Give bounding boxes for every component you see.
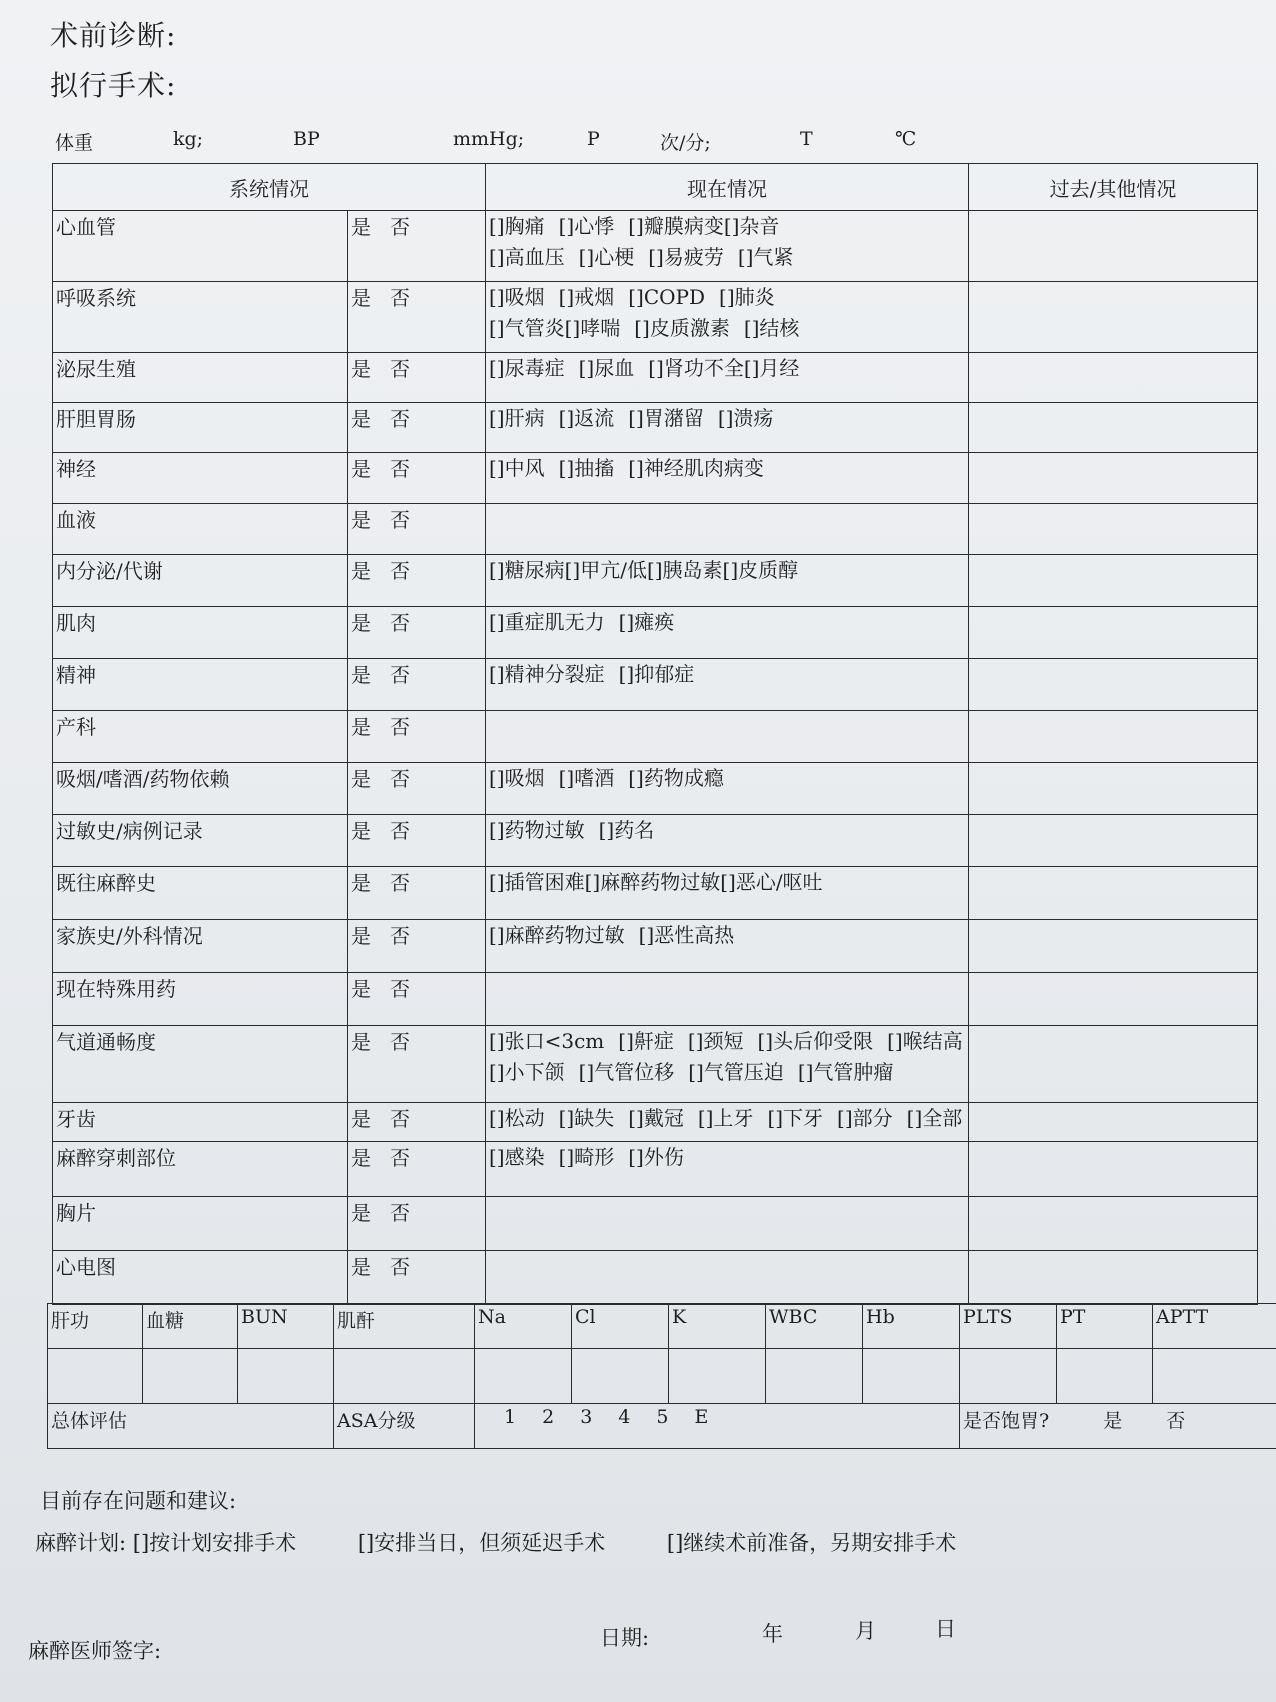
current-condition-cell [486, 867, 969, 920]
system-name: 心血管 [53, 211, 348, 282]
lab-value-cell[interactable] [1057, 1349, 1153, 1404]
lab-header: 血糖 [143, 1304, 238, 1349]
condition-checkbox-item[interactable]: []外伤 [628, 1145, 684, 1169]
condition-checkbox-item[interactable]: []心悸 [558, 214, 615, 238]
past-condition-cell[interactable] [969, 973, 1258, 1026]
yes-option[interactable]: 是 [351, 215, 372, 239]
condition-line [489, 282, 965, 313]
current-condition-cell [486, 659, 969, 711]
condition-checkbox-item[interactable]: []插管困难[]麻醉药物过敏[]恶心/呕吐 [489, 870, 823, 894]
condition-checkbox-item[interactable]: []重症肌无力 [489, 610, 605, 634]
condition-checkbox-item[interactable]: []药名 [598, 818, 655, 842]
asa-label: ASA分级 [334, 1404, 475, 1449]
lab-value-cell[interactable] [766, 1349, 863, 1404]
condition-checkbox-item[interactable]: []胃潴留 [628, 406, 704, 430]
past-condition-cell[interactable] [969, 763, 1258, 815]
past-condition-cell[interactable] [969, 1142, 1258, 1197]
condition-checkbox-item[interactable]: []部分 [837, 1106, 893, 1130]
system-name: 肌肉 [53, 607, 348, 659]
current-condition-cell [486, 1142, 969, 1197]
yes-option[interactable]: 是 [351, 819, 372, 843]
system-name: 内分泌/代谢 [53, 555, 348, 607]
condition-checkbox-item[interactable]: []结核 [743, 316, 800, 340]
header-current: 现在情况 [486, 164, 969, 211]
past-condition-cell[interactable] [969, 353, 1258, 403]
no-option[interactable]: 否 [390, 457, 411, 481]
condition-checkbox-item[interactable]: []抽搐 [558, 456, 615, 480]
vitals-line [55, 128, 1235, 158]
past-condition-cell[interactable] [969, 1026, 1258, 1103]
table-row [53, 403, 1258, 453]
current-condition-cell [486, 1251, 969, 1305]
yes-option[interactable]: 是 [351, 1030, 372, 1054]
yes-no-cell [348, 504, 486, 555]
condition-line [489, 920, 965, 951]
system-name: 过敏史/病例记录 [53, 815, 348, 867]
asa-option[interactable]: 5 [656, 1406, 669, 1428]
condition-checkbox-item[interactable]: []高血压 [489, 245, 565, 269]
yes-option[interactable]: 是 [351, 1146, 372, 1170]
asa-option[interactable]: E [694, 1406, 709, 1428]
per-min-unit: 次/分; [660, 132, 711, 154]
system-name: 产科 [53, 711, 348, 763]
table-row [53, 1251, 1258, 1305]
condition-checkbox-item[interactable]: []肺炎 [719, 285, 775, 309]
condition-checkbox-item[interactable]: []戴冠 [628, 1106, 684, 1130]
current-condition-cell [486, 815, 969, 867]
current-condition-cell [486, 607, 969, 659]
current-condition-cell [486, 711, 969, 763]
condition-line [489, 763, 965, 794]
yes-no-cell [348, 763, 486, 815]
yes-no-cell [348, 453, 486, 504]
yes-no-cell [348, 659, 486, 711]
condition-checkbox-item[interactable]: []全部 [906, 1106, 963, 1130]
lab-value-cell[interactable] [572, 1349, 669, 1404]
past-condition-cell[interactable] [969, 403, 1258, 453]
system-name: 呼吸系统 [53, 282, 348, 353]
condition-checkbox-item[interactable]: []中风 [489, 456, 545, 480]
table-row [53, 504, 1258, 555]
no-option[interactable]: 否 [390, 1107, 411, 1131]
current-condition-cell [486, 353, 969, 403]
condition-checkbox-item[interactable]: []气管位移 [578, 1060, 675, 1084]
yes-no-cell [348, 973, 486, 1026]
current-condition-cell [486, 403, 969, 453]
no-option[interactable]: 否 [390, 1201, 411, 1225]
yes-option[interactable]: 是 [351, 1107, 372, 1131]
condition-line [489, 1103, 965, 1134]
no-option[interactable]: 否 [390, 924, 411, 948]
no-option[interactable]: 否 [390, 977, 411, 1001]
table-row [53, 555, 1258, 607]
condition-line [489, 1057, 965, 1088]
lab-header: Na [475, 1304, 572, 1349]
condition-checkbox-item[interactable]: []药物过敏 [489, 818, 585, 842]
table-row [53, 607, 1258, 659]
past-condition-cell[interactable] [969, 282, 1258, 353]
no-option[interactable]: 否 [390, 407, 411, 431]
condition-checkbox-item[interactable]: []气紧 [737, 245, 794, 269]
current-condition-cell [486, 763, 969, 815]
condition-checkbox-item[interactable]: []麻醉药物过敏 [489, 923, 625, 947]
past-condition-cell[interactable] [969, 1197, 1258, 1251]
problems-label: 目前存在问题和建议: [40, 1489, 237, 1513]
table-row [53, 920, 1258, 973]
condition-checkbox-item[interactable]: []返流 [558, 406, 615, 430]
condition-checkbox-item[interactable]: []下牙 [767, 1106, 824, 1130]
condition-checkbox-item[interactable]: []药物成瘾 [628, 766, 724, 790]
table-row [53, 815, 1258, 867]
condition-checkbox-item[interactable]: []抑郁症 [618, 662, 695, 686]
full-stomach-yes[interactable]: 是 [1103, 1410, 1123, 1432]
system-name: 麻醉穿刺部位 [53, 1142, 348, 1197]
no-option[interactable]: 否 [390, 611, 411, 635]
past-condition-cell[interactable] [969, 920, 1258, 973]
condition-checkbox-item[interactable]: []瓣膜病变[]杂音 [628, 214, 780, 238]
condition-checkbox-item[interactable]: []上牙 [697, 1106, 754, 1130]
yes-option[interactable]: 是 [351, 767, 372, 791]
yes-no-cell [348, 1026, 486, 1103]
lab-table [47, 1303, 1276, 1449]
table-row [53, 1197, 1258, 1251]
current-condition-cell [486, 1103, 969, 1142]
lab-header: WBC [766, 1304, 863, 1349]
condition-checkbox-item[interactable]: []皮质激素 [634, 316, 730, 340]
condition-line [489, 403, 965, 434]
plan-option-reschedule[interactable]: []继续术前准备，另期安排手术 [666, 1531, 957, 1555]
no-option[interactable]: 否 [390, 871, 411, 895]
yes-option[interactable]: 是 [351, 663, 372, 687]
yes-no-cell [348, 1197, 486, 1251]
asa-option[interactable]: 1 [504, 1406, 517, 1428]
overall-eval-label: 总体评估 [48, 1404, 334, 1449]
condition-checkbox-item[interactable]: []肝病 [489, 406, 545, 430]
lab-value-cell[interactable] [48, 1349, 143, 1404]
condition-checkbox-item[interactable]: []张口<3cm [489, 1029, 605, 1053]
table-row [53, 1026, 1258, 1103]
lab-value-cell[interactable] [143, 1349, 238, 1404]
condition-checkbox-item[interactable]: []感染 [489, 1145, 545, 1169]
condition-checkbox-item[interactable]: []缺失 [558, 1106, 615, 1130]
yes-no-cell [348, 1251, 486, 1305]
condition-line [489, 555, 965, 586]
lab-value-cell[interactable] [334, 1349, 475, 1404]
month-label: 月 [855, 1619, 876, 1643]
condition-line [489, 353, 965, 384]
asa-option[interactable]: 4 [618, 1406, 631, 1428]
lab-value-cell[interactable] [863, 1349, 960, 1404]
yes-option[interactable]: 是 [351, 715, 372, 739]
yes-option[interactable]: 是 [351, 457, 372, 481]
no-option[interactable]: 否 [390, 1146, 411, 1170]
plan-option-as-scheduled[interactable]: []按计划安排手术 [132, 1531, 297, 1555]
condition-checkbox-item[interactable]: []尿血 [578, 356, 635, 380]
condition-checkbox-item[interactable]: []颈短 [687, 1029, 744, 1053]
condition-checkbox-item[interactable]: []瘫痪 [618, 610, 675, 634]
full-stomach-no[interactable]: 否 [1166, 1410, 1186, 1432]
diagnosis-label: 术前诊断: [50, 19, 177, 52]
table-row [53, 211, 1258, 282]
celsius-unit: ℃ [895, 128, 917, 150]
no-option[interactable]: 否 [390, 286, 411, 310]
current-condition-cell [486, 211, 969, 282]
yes-option[interactable]: 是 [351, 611, 372, 635]
condition-checkbox-item[interactable]: []尿毒症 [489, 356, 565, 380]
table-row [53, 659, 1258, 711]
lab-value-cell[interactable] [1153, 1349, 1276, 1404]
lab-value-cell[interactable] [669, 1349, 766, 1404]
temp-label: T [800, 128, 813, 150]
yes-option[interactable]: 是 [351, 559, 372, 583]
condition-checkbox-item[interactable]: []头后仰受限 [757, 1029, 874, 1053]
no-option[interactable]: 否 [390, 357, 411, 381]
system-table [52, 163, 1258, 1305]
past-condition-cell[interactable] [969, 815, 1258, 867]
yes-option[interactable]: 是 [351, 977, 372, 1001]
yes-option[interactable]: 是 [351, 407, 372, 431]
system-name: 心电图 [53, 1251, 348, 1305]
condition-line [489, 867, 965, 898]
lab-header: PT [1057, 1304, 1153, 1349]
condition-checkbox-item[interactable]: []心梗 [578, 245, 635, 269]
table-row [53, 1142, 1258, 1197]
condition-checkbox-item[interactable]: []气管肿瘤 [797, 1060, 894, 1084]
asa-option[interactable]: 3 [580, 1406, 593, 1428]
condition-line [489, 453, 965, 484]
lab-value-cell[interactable] [238, 1349, 334, 1404]
asa-options [475, 1404, 960, 1449]
condition-checkbox-item[interactable]: []畸形 [558, 1145, 615, 1169]
past-condition-cell[interactable] [969, 555, 1258, 607]
no-option[interactable]: 否 [390, 508, 411, 532]
kg-unit: kg; [173, 128, 204, 150]
bp-label: BP [293, 128, 320, 150]
lab-value-cell[interactable] [960, 1349, 1057, 1404]
system-name: 气道通畅度 [53, 1026, 348, 1103]
table-row [53, 1103, 1258, 1142]
condition-checkbox-item[interactable]: []戒烟 [558, 285, 615, 309]
header-system: 系统情况 [53, 164, 486, 211]
system-name: 胸片 [53, 1197, 348, 1251]
yes-option[interactable]: 是 [351, 508, 372, 532]
condition-line [489, 659, 965, 690]
no-option[interactable]: 否 [390, 1030, 411, 1054]
current-condition-cell [486, 1197, 969, 1251]
current-condition-cell [486, 1026, 969, 1103]
day-label: 日 [935, 1617, 956, 1641]
condition-checkbox-item[interactable]: []松动 [489, 1106, 545, 1130]
condition-checkbox-item[interactable]: []小下颌 [489, 1060, 565, 1084]
condition-checkbox-item[interactable]: []糖尿病[]甲亢/低[]胰岛素[]皮质醇 [489, 558, 799, 582]
condition-checkbox-item[interactable]: []COPD [628, 285, 706, 309]
surgery-label: 拟行手术: [50, 69, 177, 102]
full-stomach-cell [960, 1404, 1276, 1449]
lab-header: PLTS [960, 1304, 1057, 1349]
lab-header: Cl [572, 1304, 669, 1349]
yes-no-cell [348, 555, 486, 607]
date-label: 日期: [600, 1626, 650, 1650]
condition-checkbox-item[interactable]: []神经肌肉病变 [628, 456, 764, 480]
table-row [53, 867, 1258, 920]
signature-label: 麻醉医师签字: [28, 1639, 162, 1663]
yes-no-cell [348, 607, 486, 659]
past-condition-cell[interactable] [969, 1103, 1258, 1142]
year-label: 年 [762, 1622, 783, 1646]
yes-no-cell [348, 711, 486, 763]
lab-header: 肝功 [48, 1304, 143, 1349]
system-name: 血液 [53, 504, 348, 555]
condition-checkbox-item[interactable]: []溃疡 [717, 406, 774, 430]
system-name: 神经 [53, 453, 348, 504]
past-condition-cell[interactable] [969, 659, 1258, 711]
table-row [53, 711, 1258, 763]
system-name: 牙齿 [53, 1103, 348, 1142]
yes-option[interactable]: 是 [351, 1201, 372, 1225]
condition-checkbox-item[interactable]: []精神分裂症 [489, 662, 605, 686]
mmhg-unit: mmHg; [453, 128, 525, 150]
past-condition-cell[interactable] [969, 607, 1258, 659]
condition-checkbox-item[interactable]: []易疲劳 [648, 245, 724, 269]
table-row [53, 763, 1258, 815]
yes-no-cell [348, 1103, 486, 1142]
condition-line [489, 211, 965, 242]
current-condition-cell [486, 453, 969, 504]
system-name: 泌尿生殖 [53, 353, 348, 403]
yes-no-cell [348, 211, 486, 282]
condition-line [489, 313, 965, 344]
yes-no-cell [348, 353, 486, 403]
system-name: 吸烟/嗜酒/药物依赖 [53, 763, 348, 815]
past-condition-cell[interactable] [969, 1251, 1258, 1305]
system-name: 家族史/外科情况 [53, 920, 348, 973]
current-condition-cell [486, 920, 969, 973]
yes-no-cell [348, 867, 486, 920]
yes-no-cell [348, 1142, 486, 1197]
lab-header: 肌酐 [334, 1304, 475, 1349]
condition-checkbox-item[interactable]: []鼾症 [618, 1029, 674, 1053]
table-row [53, 282, 1258, 353]
condition-line [489, 607, 965, 638]
yes-option[interactable]: 是 [351, 286, 372, 310]
plan-label: 麻醉计划: [35, 1531, 127, 1555]
lab-header: APTT [1153, 1304, 1276, 1349]
past-condition-cell[interactable] [969, 453, 1258, 504]
no-option[interactable]: 否 [390, 715, 411, 739]
yes-no-cell [348, 282, 486, 353]
yes-option[interactable]: 是 [351, 1255, 372, 1279]
asa-option[interactable]: 2 [542, 1406, 555, 1428]
plan-option-delay[interactable]: []安排当日，但须延迟手术 [357, 1531, 606, 1555]
pulse-label: P [587, 128, 600, 150]
condition-line [489, 242, 965, 273]
yes-no-cell [348, 403, 486, 453]
past-condition-cell[interactable] [969, 211, 1258, 282]
table-row [53, 453, 1258, 504]
yes-no-cell [348, 920, 486, 973]
current-condition-cell [486, 555, 969, 607]
condition-line [489, 1142, 965, 1173]
system-name: 精神 [53, 659, 348, 711]
no-option[interactable]: 否 [390, 1255, 411, 1279]
condition-checkbox-item[interactable]: []嗜酒 [558, 766, 615, 790]
condition-line [489, 815, 965, 846]
condition-checkbox-item[interactable]: []气管炎[]哮喘 [489, 316, 621, 340]
system-name: 既往麻醉史 [53, 867, 348, 920]
yes-no-cell [348, 815, 486, 867]
condition-checkbox-item[interactable]: []喉结高 [887, 1029, 963, 1053]
current-condition-cell [486, 973, 969, 1026]
lab-header: BUN [238, 1304, 334, 1349]
current-condition-cell [486, 504, 969, 555]
yes-option[interactable]: 是 [351, 871, 372, 895]
lab-header: K [669, 1304, 766, 1349]
yes-option[interactable]: 是 [351, 924, 372, 948]
lab-header: Hb [863, 1304, 960, 1349]
no-option[interactable]: 否 [390, 663, 411, 687]
condition-line [489, 1026, 965, 1057]
no-option[interactable]: 否 [390, 819, 411, 843]
lab-value-cell[interactable] [475, 1349, 572, 1404]
condition-checkbox-item[interactable]: []肾功不全[]月经 [648, 356, 800, 380]
system-name: 肝胆胃肠 [53, 403, 348, 453]
table-row [53, 353, 1258, 403]
system-name: 现在特殊用药 [53, 973, 348, 1026]
header-past: 过去/其他情况 [969, 164, 1258, 211]
yes-option[interactable]: 是 [351, 357, 372, 381]
anesthesia-plan [35, 1527, 1011, 1557]
past-condition-cell[interactable] [969, 504, 1258, 555]
current-condition-cell [486, 282, 969, 353]
condition-checkbox-item[interactable]: []吸烟 [489, 766, 545, 790]
condition-checkbox-item[interactable]: []胸痛 [489, 214, 545, 238]
no-option[interactable]: 否 [390, 767, 411, 791]
full-stomach-label: 是否饱胃? [963, 1410, 1050, 1432]
past-condition-cell[interactable] [969, 711, 1258, 763]
weight-label: 体重 [55, 132, 94, 154]
table-row [53, 973, 1258, 1026]
condition-checkbox-item[interactable]: []吸烟 [489, 285, 545, 309]
past-condition-cell[interactable] [969, 867, 1258, 920]
no-option[interactable]: 否 [390, 215, 411, 239]
condition-checkbox-item[interactable]: []恶性高热 [638, 923, 735, 947]
no-option[interactable]: 否 [390, 559, 411, 583]
condition-checkbox-item[interactable]: []气管压迫 [688, 1060, 784, 1084]
